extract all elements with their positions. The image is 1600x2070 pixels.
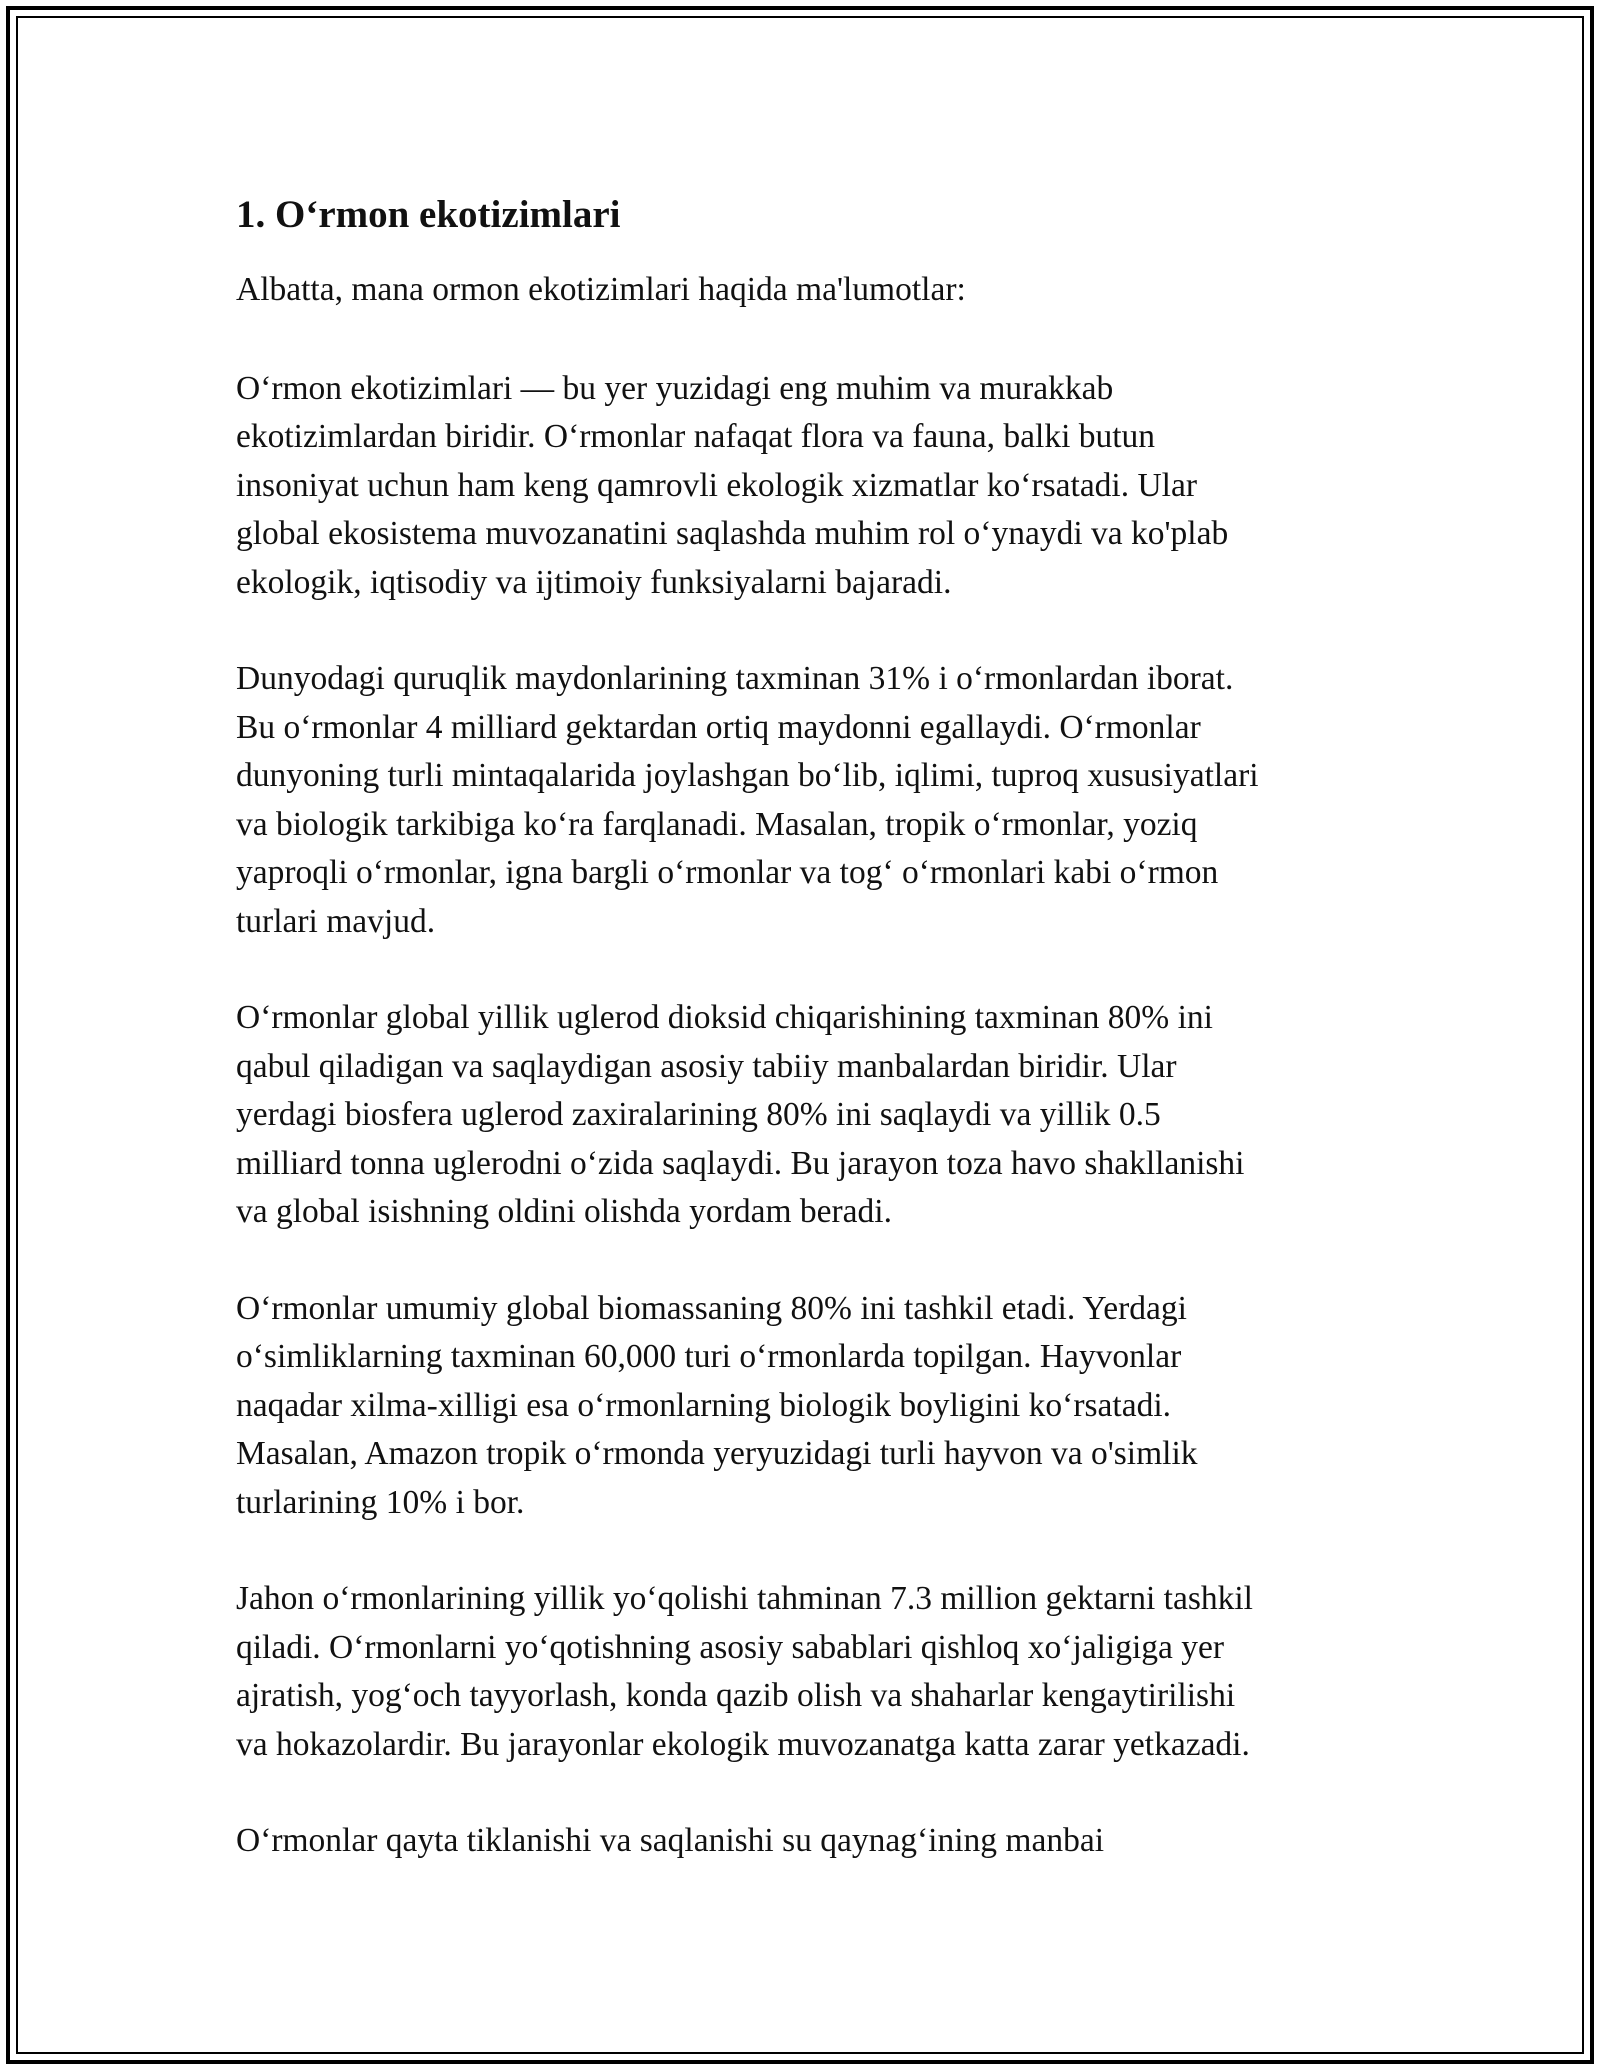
- paragraph-deforestation: Jahon o‘rmonlarining yillik yo‘qolishi tahminan 7.3 million gektarni tashkil qiladi. O‘rmonlarni yo‘qotishning asosiy sabablari qishloq xo‘jaligiga yer ajratish, yog‘och tayyorlash, konda qazib olish va shaharlar kengaytirilishi va hokazolardir. Bu jarayonlar ekologik muvozanatga katta zarar yetkazadi.: [236, 1580, 1253, 1763]
- paragraph-carbon: O‘rmonlar global yillik uglerod dioksid chiqarishining taxminan 80% ini qabul qiladigan va saqlaydigan asosiy tabiiy manbalardan biridir. Ular yerdagi biosfera uglerod zaxiralarining 80% ini saqlaydi va yillik 0.5 milliard tonna uglerodni o‘zida saqlaydi. Bu jarayon toza havo shakllanishi va global isishning oldini olishda yordam beradi.: [236, 999, 1245, 1230]
- paragraph-overview: O‘rmon ekotizimlari — bu yer yuzidagi eng muhim va murakkab ekotizimlardan biridir. O‘rmonlar nafaqat flora va fauna, balki butun insoniyat uchun ham keng qamrovli ekologik xizmatlar ko‘rsatadi. Ular global ekosistema muvozanatini saqlashda muhim rol o‘ynaydi va ko'plab ekologik, iqtisodiy va ijtimoiy funksiyalarni bajaradi.: [236, 369, 1229, 601]
- paragraph-restoration: O‘rmonlar qayta tiklanishi va saqlanishi su qaynag‘ining manbai: [236, 1822, 1105, 1859]
- paragraph-biomass: O‘rmonlar umumiy global biomassaning 80% ini tashkil etadi. Yerdagi o‘simliklarning taxminan 60,000 turi o‘rmonlarda topilgan. Hayvonlar naqadar xilma-xilligi esa o‘rmonlarning biologik boyligini ko‘rsatadi. Masalan, Amazon tropik o‘rmonda yeryuzidagi turli hayvon va o'simlik turlarining 10% i bor.: [236, 1289, 1198, 1521]
- document-page: [236, 190, 1366, 1914]
- intro-paragraph: Albatta, mana ormon ekotizimlari haqida ma'lumotlar:: [236, 271, 966, 308]
- document-title: 1. O‘rmon ekotizimlari: [236, 193, 621, 236]
- paragraph-land-coverage: Dunyodagi quruqlik maydonlarining taxminan 31% i o‘rmonlardan iborat. Bu o‘rmonlar 4 milliard gektardan ortiq maydonni egallaydi. O‘rmonlar dunyoning turli mintaqalarida joylashgan bo‘lib, iqlimi, tuproq xususiyatlari va biologik tarkibiga ko‘ra farqlanadi. Masalan, tropik o‘rmonlar, yoziq yaproqli o‘rmonlar, igna bargli o‘rmonlar va tog‘ o‘rmonlari kabi o‘rmon turlari mavjud.: [236, 660, 1259, 940]
